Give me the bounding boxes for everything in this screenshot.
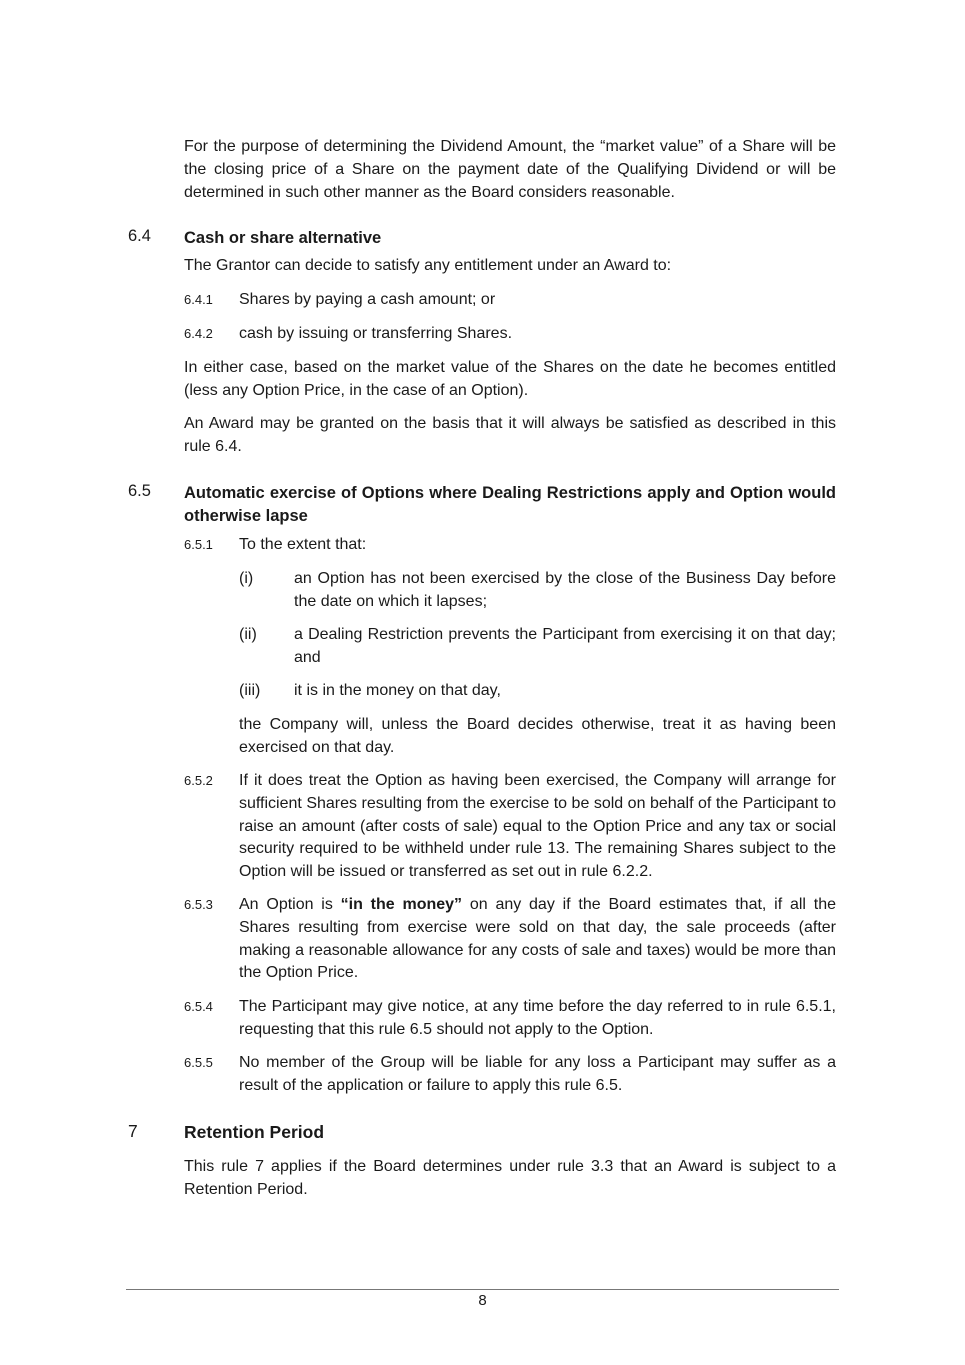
subitem-ii-text: a Dealing Restriction prevents the Participant from exercising it on that day; and: [294, 626, 836, 666]
item-6-5-5-number: 6.5.5: [184, 1055, 213, 1070]
item-6-5-1-closing: the Company will, unless the Board decides otherwise, treat it as having been exercised on that day.: [239, 716, 836, 756]
item-6-5-3-text: [239, 894, 836, 985]
subitem-iii-number: (iii): [239, 682, 261, 699]
section-6-4-number: 6.4: [128, 227, 151, 245]
section-7-number: 7: [128, 1121, 138, 1141]
section-6-5-title: Automatic exercise of Options where Dealing Restrictions apply and Option would otherwise lapse: [184, 484, 836, 525]
in-the-money-term: “in the money”: [340, 896, 463, 913]
item-6-5-1-number: 6.5.1: [184, 537, 213, 552]
section-6-4-para2: An Award may be granted on the basis that it will always be satisfied as described in this rule 6.4.: [184, 415, 836, 455]
item-6-5-2-number: 6.5.2: [184, 773, 213, 788]
subitem-i-text: an Option has not been exercised by the close of the Business Day before the date on which it lapses;: [294, 570, 836, 610]
section-6-4-intro: The Grantor can decide to satisfy any entitlement under an Award to:: [184, 257, 672, 274]
item-6-5-3-text-after: on any day if the Board estimates that, if all the Shares resulting from exercise were sold on that day, the sale proceeds (after making a reasonable allowance for any costs of sale and taxes) would be more than the Option Price.: [239, 896, 836, 982]
item-6-4-2-text: cash by issuing or transferring Shares.: [239, 325, 513, 342]
subitem-ii-number: (ii): [239, 626, 257, 643]
intro-paragraph: For the purpose of determining the Dividend Amount, the “market value” of a Share will be the closing price of a Share on the payment date of the Qualifying Dividend or will be determined in such other manner as the Board considers reasonable.: [184, 138, 836, 201]
item-6-4-2-number: 6.4.2: [184, 326, 213, 341]
item-6-5-3-number: 6.5.3: [184, 897, 213, 912]
item-6-5-2-text: If it does treat the Option as having been exercised, the Company will arrange for sufficient Shares resulting from the exercise to be sold on behalf of the Participant to raise an amount (after costs of sale) equal to the Option Price and any tax or social security required to be withheld under rule 13. The remaining Shares subject to the Option will be issued or transferred as set out in rule 6.2.2.: [239, 772, 836, 881]
section-7-title: Retention Period: [184, 1122, 325, 1142]
item-6-4-1-text: Shares by paying a cash amount; or: [239, 291, 496, 308]
section-7-text: This rule 7 applies if the Board determines under rule 3.3 that an Award is subject to a Retention Period.: [184, 1158, 836, 1198]
subitem-i-number: (i): [239, 570, 254, 587]
section-6-4-para1: In either case, based on the market value of the Shares on the date he becomes entitled (less any Option Price, in the case of an Option).: [184, 359, 836, 399]
subitem-iii-text: it is in the money on that day,: [294, 682, 501, 699]
item-6-5-5-text: No member of the Group will be liable for any loss a Participant may suffer as a result of the application or failure to apply this rule 6.5.: [239, 1054, 836, 1094]
item-6-5-4-text: The Participant may give notice, at any time before the day referred to in rule 6.5.1, requesting that this rule 6.5 should not apply to the Option.: [239, 998, 836, 1038]
page-number: 8: [478, 1292, 487, 1309]
section-6-5-number: 6.5: [128, 482, 151, 500]
section-6-4-title: Cash or share alternative: [184, 229, 382, 247]
item-6-4-1-number: 6.4.1: [184, 292, 213, 307]
item-6-5-1-text: To the extent that:: [239, 536, 367, 553]
footer-divider: [126, 1289, 839, 1290]
item-6-5-3-text-before: An Option is: [239, 896, 341, 913]
item-6-5-4-number: 6.5.4: [184, 999, 213, 1014]
